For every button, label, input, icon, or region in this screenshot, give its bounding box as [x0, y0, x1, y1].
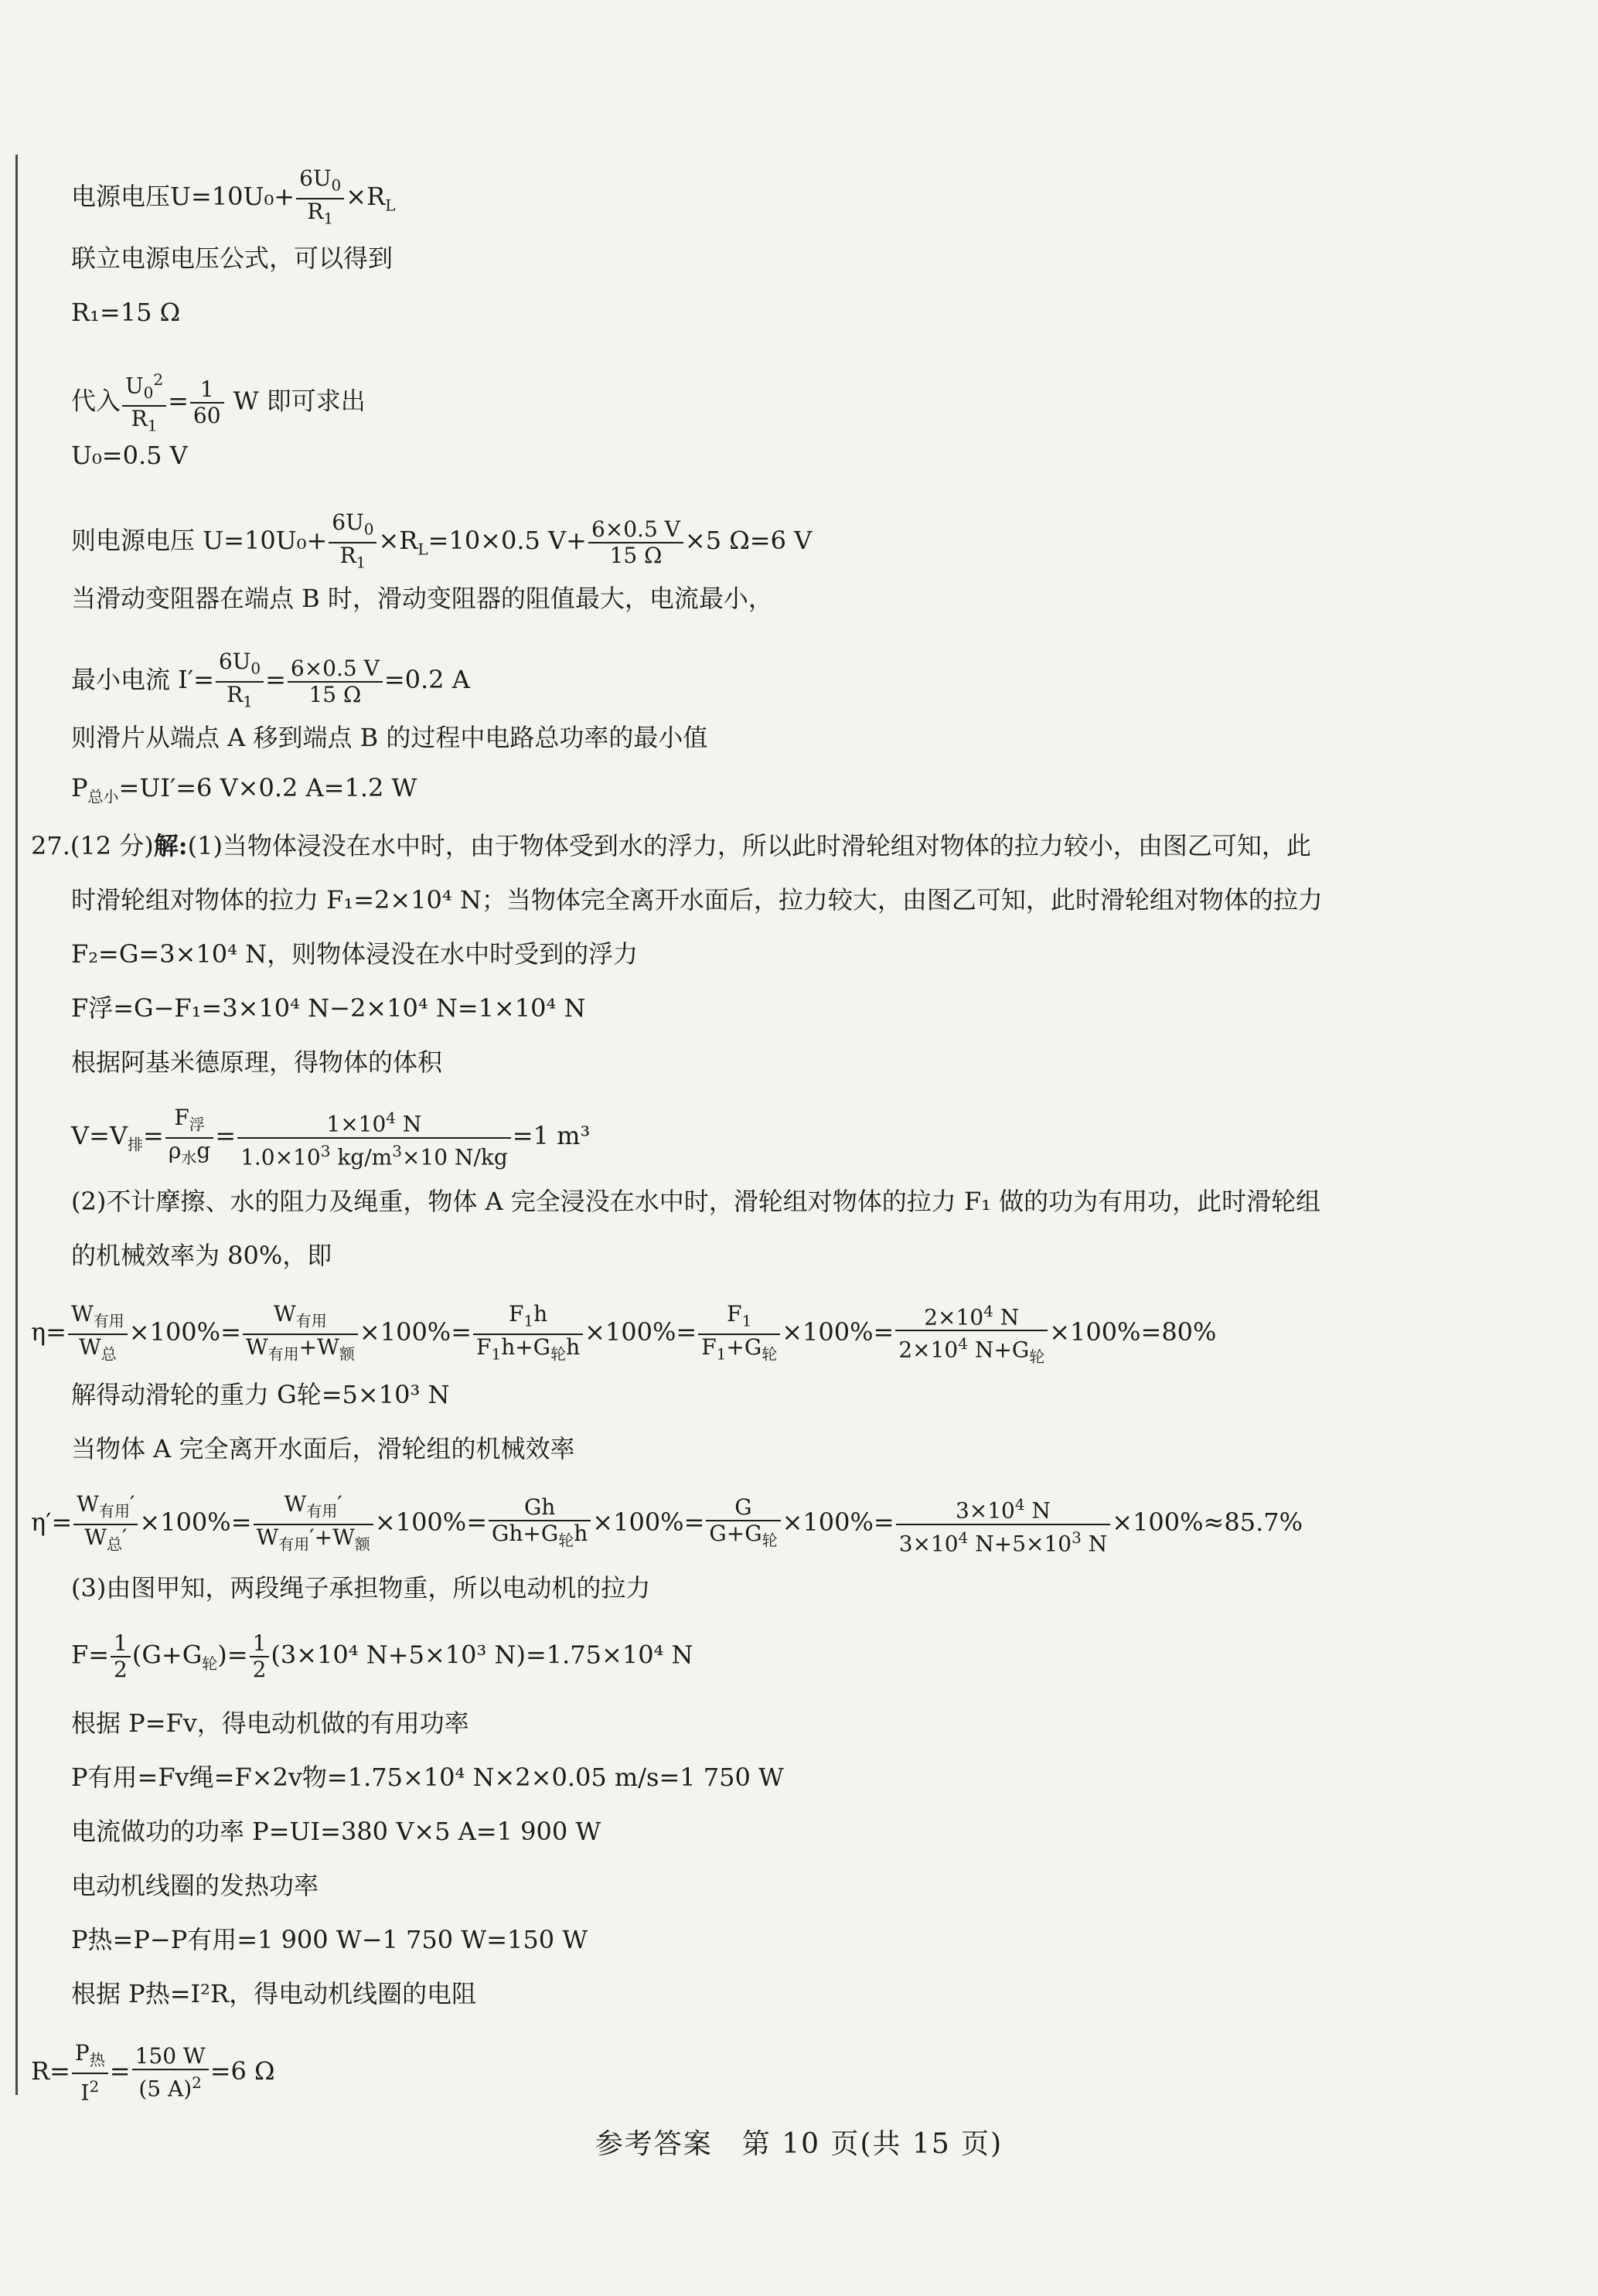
q27-efficiency2-formula: η′= $\frac{W_{有用}'}{W_总'}$ ×100%= $\frac{W_{有用}'}{W_{有用}'+W_额}$ ×100%= $\frac{Gh}{Gh+G_轮h}$ ×100%= $\frac{G}{G+G_轮}$ ×100%= $\frac{3\times 10^4 N}{3\times 10^4 N+5\times 10^3 N}$ ×100%≈85.7%	[31, 1491, 1303, 1556]
fraction: $\frac{2\times 10^4 N}{2\times 10^4 N+G_轮}$	[895, 1299, 1048, 1369]
fraction: $\frac{W_{有用}'}{W_总'}$	[73, 1492, 138, 1556]
fraction: $\frac{G}{G+G_轮}$	[706, 1495, 780, 1553]
line-rheostat: 当滑动变阻器在端点 B 时，滑动变阻器的阻值最大，电流最小，	[71, 584, 773, 613]
line-substitute: 代入 $\frac{U_0^2}{R_1}$ = $\frac{1}{60}$ W 即可求出	[71, 367, 1521, 438]
margin-rule	[15, 155, 18, 2095]
q27-line-17: 电流做功的功率 P=UI=380 V×5 A=1 900 W	[71, 1817, 601, 1846]
fraction: $\frac{6\times 0.5 V}{15 \Omega}$	[288, 656, 383, 707]
fraction: $\frac{6\times 0.5 V}{15 \Omega}$	[588, 517, 683, 568]
line-voltage-result: 则电源电压 U=10U₀+ $\frac{6U_0}{R_1}$ $\times R_L=10\times 0.5$ V+ $\frac{6\times 0.5 V}{15 \Omega}$ ×5 Ω=6 V	[71, 510, 1521, 574]
q27-line-19: P热=P−P有用=1 900 W−1 750 W=150 W	[71, 1925, 588, 1954]
q27-line-13: (3)由图甲知，两段绳子承担物重，所以电动机的拉力	[71, 1573, 651, 1603]
fraction: $\frac{W_{有用}'}{W_{有用}'+W_额}$	[254, 1492, 373, 1556]
q27-line-18: 电动机线圈的发热功率	[71, 1871, 319, 1900]
fraction: $\frac{F_浮}{\rho_水g}$	[165, 1105, 213, 1170]
fraction: $\frac{F_1h}{F_1h+G_轮h}$	[473, 1302, 583, 1366]
line-min-current: 最小电流 I′= $\frac{6U_0}{R_1}$ = $\frac{6\times 0.5 V}{15 \Omega}$ =0.2 A	[71, 649, 1521, 714]
line-min-power-intro: 则滑片从端点 A 移到端点 B 的过程中电路总功率的最小值	[71, 723, 708, 752]
fraction: $\frac{1}{2}$	[250, 1631, 270, 1682]
q27-line-7: (2)不计摩擦、水的阻力及绳重，物体 A 完全浸没在水中时，滑轮组对物体的拉力 F₁ 做的功为有用功，此时滑轮组	[71, 1187, 1321, 1216]
fraction: $\frac{150 W}{(5 A)^2}$	[132, 2044, 209, 2101]
fraction: $\frac{W_{有用}}{W_{有用}+W_额}$	[243, 1302, 358, 1366]
q27-line-8: 的机械效率为 80%，即	[71, 1241, 332, 1270]
fraction: $\frac{3\times 10^4 N}{3\times 10^4 N+5\times 10^3 N}$	[896, 1492, 1111, 1556]
fraction: $\frac{F_1}{F_1+G_轮}$	[698, 1302, 780, 1366]
line-min-power: $P_{总小}=UI'=6$ V×0.2 A=1.2 W	[71, 773, 417, 806]
q27-resistance-formula: R= $\frac{P_热}{I^2}$ = $\frac{150 W}{(5 A)^2}$ =6 Ω	[31, 2040, 275, 2105]
q27-line-15: 根据 P=Fv，得电动机做的有用功率	[71, 1708, 469, 1738]
q27-line-16: P有用=Fv绳=F×2v物=1.75×10⁴ N×2×0.05 m/s=1 750 W	[71, 1763, 784, 1792]
line-u0: U₀=0.5 V	[71, 441, 188, 470]
page-footer: 参考答案 第 10 页(共 15 页)	[595, 2128, 1003, 2160]
q27-force-formula: F= $\frac{1}{2}$ $(G+G_轮)=$ $\frac{1}{2}$ (3×10⁴ N+5×10³ N)=1.75×10⁴ N	[71, 1630, 693, 1682]
fraction: $\frac{Gh}{Gh+G_轮h}$	[489, 1495, 591, 1553]
q27-line-20: 根据 P热=I²R，得电动机线圈的电阻	[71, 1979, 477, 2008]
q27-line-5: 根据阿基米德原理，得物体的体积	[71, 1048, 443, 1077]
line-source-voltage: 电源电压U=10U₀+ $\frac{6U_0}{R_1}$ $\times R_L$	[71, 166, 1521, 230]
q27-line-2: 时滑轮组对物体的拉力 F₁=2×10⁴ N；当物体完全离开水面后，拉力较大，由图乙可知，此时滑轮组对物体的拉力	[71, 885, 1323, 915]
q27-line-11: 当物体 A 完全离开水面后，滑轮组的机械效率	[71, 1434, 575, 1463]
fraction: $\frac{P_热}{I^2}$	[72, 2041, 108, 2105]
fraction: $\frac{6U_0}{R_1}$	[216, 649, 264, 714]
q27-line-10: 解得动滑轮的重力 G轮=5×10³ N	[71, 1380, 450, 1409]
q27-line-3: F₂=G=3×10⁴ N，则物体浸没在水中时受到的浮力	[71, 939, 639, 969]
fraction: $\frac{1}{60}$	[190, 377, 224, 428]
fraction: $\frac{6U_0}{R_1}$	[296, 166, 344, 230]
fraction: $\frac{1}{2}$	[111, 1631, 131, 1682]
fraction: $\frac{1\times 10^4 N}{1.0\times 10^3 kg/m^3\times 10 N/kg}$	[237, 1105, 511, 1170]
line-r1: R₁=15 Ω	[71, 298, 181, 327]
q27-line-4: F浮=G−F₁=3×10⁴ N−2×10⁴ N=1×10⁴ N	[71, 993, 586, 1023]
q27-line-1: 27.(12 分)解:(1)当物体浸没在水中时，由于物体受到水的浮力，所以此时滑轮组对物体的拉力较小，由图乙可知，此	[31, 831, 1311, 860]
q27-efficiency-formula: η= $\frac{W_{有用}}{W_总}$ ×100%= $\frac{W_{有用}}{W_{有用}+W_额}$ ×100%= $\frac{F_1h}{F_1h+G_轮h}$ ×100%= $\frac{F_1}{F_1+G_轮}$ ×100%= $\frac{2\times 10^4 N}{2\times 10^4 N+G_轮}$ ×100%=80%	[31, 1299, 1521, 1369]
fraction: $\frac{6U_0}{R_1}$	[329, 510, 377, 574]
line-combine: 联立电源电压公式，可以得到	[71, 244, 394, 273]
fraction: $\frac{U_0^2}{R_1}$	[122, 367, 166, 438]
fraction: $\frac{W_{有用}}{W_总}$	[68, 1302, 128, 1366]
q27-volume-formula: $V=V_排=$ $\frac{F_浮}{\rho_水g}$ = $\frac{1\times 10^4 N}{1.0\times 10^3 kg/m^3\times 10 N/kg}$ =1 m³	[71, 1105, 591, 1170]
